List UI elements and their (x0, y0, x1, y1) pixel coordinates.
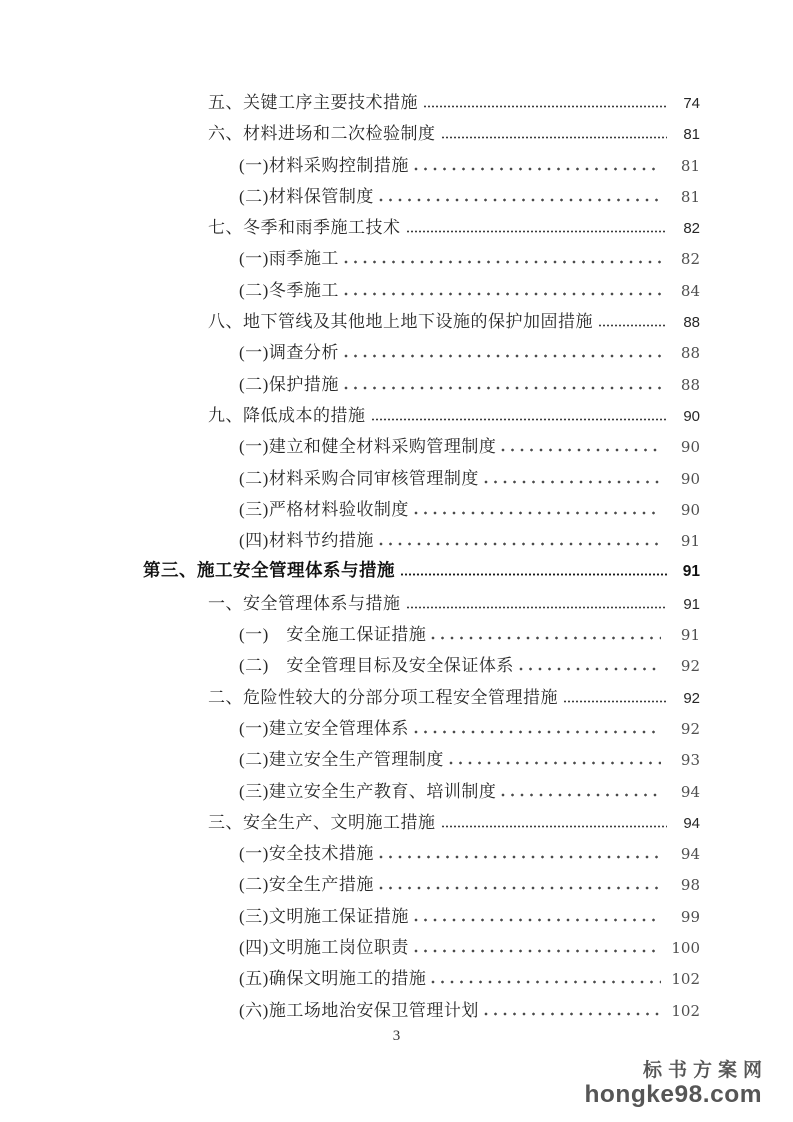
toc-entry-page: 81 (683, 126, 700, 144)
dot-leader (344, 354, 661, 358)
toc-entry-title: (二)保护措施 (239, 374, 339, 394)
site-watermark (584, 1060, 768, 1108)
dot-leader (414, 918, 661, 922)
toc-entry (143, 276, 700, 307)
dot-leader (563, 700, 667, 703)
toc-entry-title: (四)文明施工岗位职责 (239, 938, 409, 958)
dot-leader (519, 667, 661, 671)
toc-entry (143, 683, 700, 714)
toc-entry-title: (五)确保文明施工的措施 (239, 969, 427, 989)
toc-entry (143, 777, 700, 808)
dot-leader (344, 260, 661, 264)
toc-entry-title: 六、材料进场和二次检验制度 (208, 124, 436, 144)
dot-leader (379, 886, 661, 890)
dot-leader (501, 448, 661, 452)
toc-entry-page: 90 (683, 407, 700, 425)
toc-entry (143, 182, 700, 213)
toc-entry-title: (一)调查分析 (239, 343, 339, 363)
toc-entry-title: (一)雨季施工 (239, 249, 339, 269)
dot-leader (423, 105, 667, 108)
toc-entry-page: 92 (680, 719, 700, 738)
toc-entry-title: (一)材料采购控制措施 (239, 155, 409, 175)
toc-entry (143, 338, 700, 369)
toc-entry-page: 81 (680, 156, 700, 175)
dot-leader (406, 230, 668, 233)
toc-entry (143, 870, 700, 901)
toc-entry-page: 81 (680, 187, 700, 206)
toc-entry-title: (四)材料节约措施 (239, 531, 374, 551)
toc-entry (143, 745, 700, 776)
toc-entry (143, 432, 700, 463)
toc-entry (143, 495, 700, 526)
toc-entry-title: 七、冬季和雨季施工技术 (208, 218, 401, 238)
toc-entry (143, 902, 700, 933)
toc-entry-title: (二) 安全管理目标及安全保证体系 (239, 656, 514, 676)
toc-entry-title: (一)建立安全管理体系 (239, 718, 409, 738)
toc-entry-page: 90 (680, 438, 700, 457)
toc-entry-title: (二)材料保管制度 (239, 186, 374, 206)
toc-entry (143, 557, 700, 588)
toc-entry-page: 100 (671, 939, 700, 958)
toc-entry-title: 第三、施工安全管理体系与措施 (143, 560, 395, 581)
toc-entry-title: (二)材料采购合同审核管理制度 (239, 468, 479, 488)
toc-entry-title: (六)施工场地治安保卫管理计划 (239, 1000, 479, 1020)
dot-leader (344, 292, 661, 296)
toc-entry-title: 一、安全管理体系与措施 (208, 593, 401, 613)
watermark-site-name: 标书方案网 (642, 1060, 768, 1081)
toc-entry-page: 99 (680, 907, 700, 926)
toc-entry (143, 244, 700, 275)
dot-leader (441, 136, 668, 139)
toc-entry-page: 91 (683, 595, 700, 613)
page-number: 3 (392, 1028, 401, 1044)
toc-entry (143, 964, 700, 995)
toc-entry-page: 88 (680, 375, 700, 394)
toc-entry (143, 464, 700, 495)
toc-entry-title: 九、降低成本的措施 (208, 405, 366, 425)
toc-entry (143, 88, 700, 119)
toc-entry-page: 88 (683, 314, 700, 332)
toc-entry-title: (三)建立安全生产教育、培训制度 (239, 781, 497, 801)
toc-entry (143, 526, 700, 557)
toc-entry (143, 620, 700, 651)
toc-entry-page: 94 (683, 814, 700, 832)
toc-entry-page: 93 (680, 751, 700, 770)
toc-entry-page: 82 (680, 250, 700, 269)
toc-entry-title: 五、关键工序主要技术措施 (208, 93, 418, 112)
toc-entry-page: 92 (683, 689, 700, 707)
toc-entry-page: 98 (680, 876, 700, 895)
toc-entry-page: 102 (671, 1001, 700, 1020)
dot-leader (414, 167, 661, 171)
dot-leader (379, 542, 661, 546)
toc-entry (143, 808, 700, 839)
toc-entry (143, 933, 700, 964)
toc-entry-page: 102 (671, 970, 700, 989)
dot-leader (414, 730, 661, 734)
dot-leader (344, 386, 661, 390)
toc-entry-page: 94 (680, 845, 700, 864)
toc-entry-title: (一)安全技术措施 (239, 844, 374, 864)
dot-leader (400, 573, 667, 576)
dot-leader (379, 198, 661, 202)
toc-entry (143, 589, 700, 620)
dot-leader (441, 825, 668, 828)
toc-entry (143, 307, 700, 338)
table-of-contents (143, 88, 700, 1027)
toc-entry-title: (二)安全生产措施 (239, 875, 374, 895)
dot-leader (431, 636, 661, 640)
dot-leader (414, 511, 661, 515)
dot-leader (414, 949, 661, 953)
toc-entry-title: (一)建立和健全材料采购管理制度 (239, 437, 497, 457)
toc-entry-page: 90 (680, 500, 700, 519)
toc-entry-title: 八、地下管线及其他地上地下设施的保护加固措施 (208, 312, 593, 332)
dot-leader (449, 761, 661, 765)
toc-entry-title: (一) 安全施工保证措施 (239, 625, 427, 645)
dot-leader (484, 1012, 661, 1016)
toc-entry-page: 91 (680, 532, 700, 551)
toc-entry-title: (三)严格材料验收制度 (239, 499, 409, 519)
dot-leader (379, 855, 661, 859)
dot-leader (598, 324, 667, 327)
toc-entry-page: 94 (680, 782, 700, 801)
dot-leader (406, 606, 668, 609)
toc-entry (143, 401, 700, 432)
toc-entry (143, 370, 700, 401)
toc-entry-page: 82 (683, 220, 700, 238)
toc-entry-title: 二、危险性较大的分部分项工程安全管理措施 (208, 687, 558, 707)
toc-entry-page: 92 (680, 657, 700, 676)
toc-entry-page: 74 (683, 95, 700, 112)
dot-leader (371, 418, 668, 421)
toc-entry-title: 三、安全生产、文明施工措施 (208, 812, 436, 832)
dot-leader (501, 793, 661, 797)
toc-entry-page: 91 (680, 626, 700, 645)
toc-entry (143, 839, 700, 870)
toc-entry-page: 84 (680, 281, 700, 300)
dot-leader (484, 480, 661, 484)
toc-entry (143, 151, 700, 182)
toc-entry-title: (三)文明施工保证措施 (239, 906, 409, 926)
toc-entry (143, 213, 700, 244)
toc-entry (143, 714, 700, 745)
toc-entry (143, 119, 700, 150)
toc-entry-title: (二)冬季施工 (239, 280, 339, 300)
toc-entry (143, 996, 700, 1027)
watermark-site-url: hongke98.com (584, 1081, 762, 1108)
toc-entry-page: 91 (682, 563, 700, 581)
toc-entry (143, 651, 700, 682)
dot-leader (431, 980, 661, 984)
toc-entry-page: 88 (680, 344, 700, 363)
toc-entry-page: 90 (680, 469, 700, 488)
toc-entry-title: (二)建立安全生产管理制度 (239, 750, 444, 770)
